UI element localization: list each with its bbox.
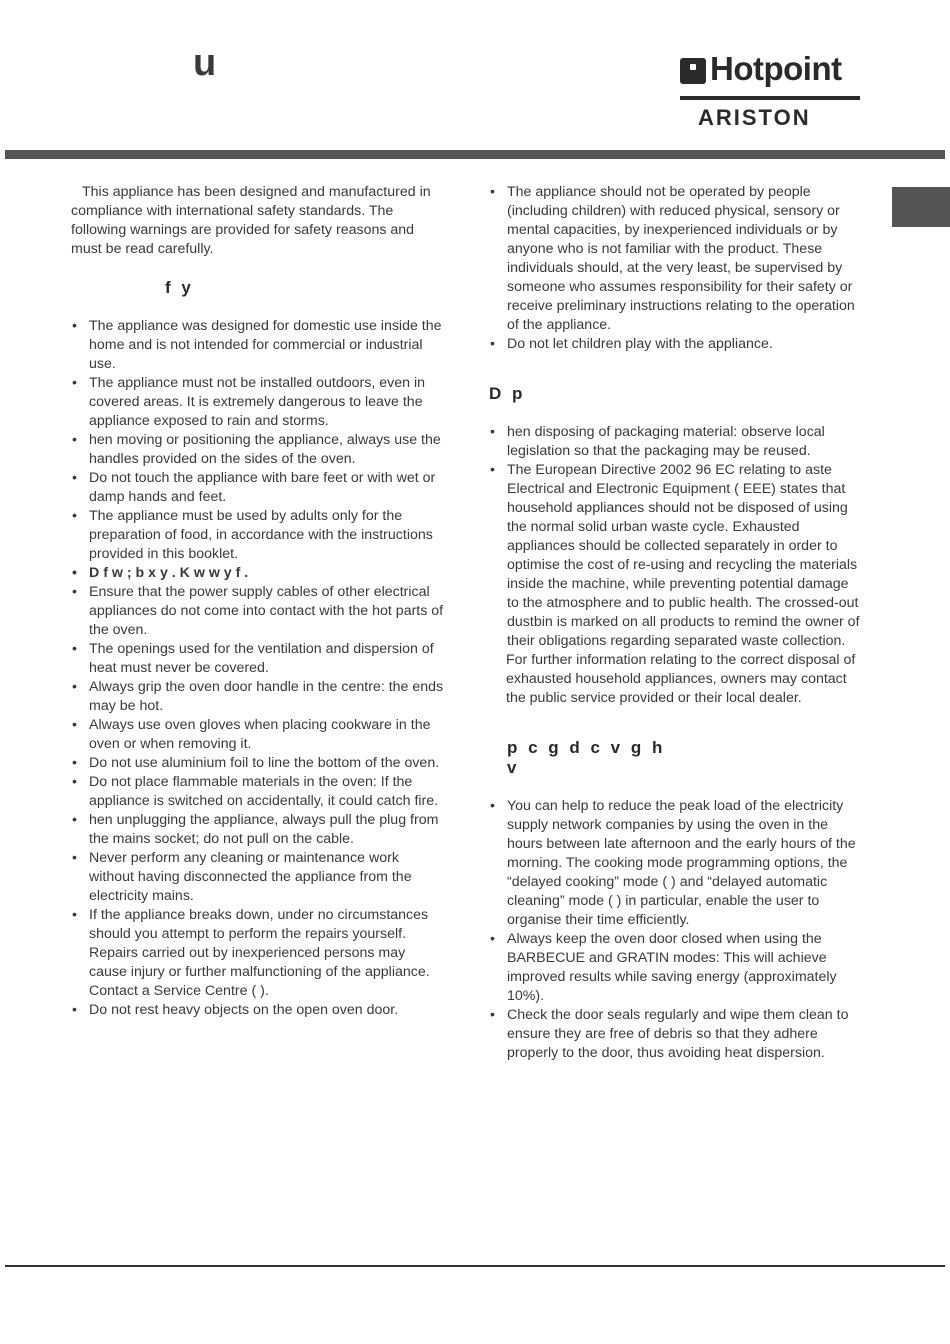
list-item: • Ensure that the power supply cables of other electrical appliances do not come into contact with the hot parts of the oven.	[71, 583, 445, 640]
left-column	[71, 183, 445, 1020]
list-item: • The European Directive 2002 96 EC relating to aste Electrical and Electronic Equipment ( EEE) states that household appliances should not be disposed of using the normal solid urban waste cycle. Exhausted appliances should be collected separately in order to optimise the cost of re-using and recycling the materials inside the machine, while preventing potential damage to the atmosphere and to public health. The crossed-out dustbin is marked on all products to remind the owner of their obligations regarding separated waste collection.	[489, 461, 861, 651]
list-item: • hen disposing of packaging material: observe local legislation so that the packaging may be reused.	[489, 423, 861, 461]
list-item: • Do not rest heavy objects on the open oven door.	[71, 1001, 445, 1020]
disposal-heading: D p	[489, 384, 523, 403]
list-item: • The appliance must not be installed outdoors, even in covered areas. It is extremely dangerous to leave the appliance exposed to rain and storms.	[71, 374, 445, 431]
brand-subname: ARISTON	[698, 105, 811, 130]
list-item: • The appliance was designed for domestic use inside the home and is not intended for commercial or industrial use.	[71, 317, 445, 374]
list-item: • The appliance must be used by adults only for the preparation of food, in accordance with the instructions provided in this booklet.	[71, 507, 445, 564]
list-item: • Always grip the oven door handle in the centre: the ends may be hot.	[71, 678, 445, 716]
safety-list	[71, 317, 445, 1020]
list-item-bold-warning: • D f w ; b x y . K w w y f .	[71, 564, 445, 583]
list-item: • hen unplugging the appliance, always pull the plug from the mains socket; do not pull on the cable.	[71, 811, 445, 849]
energy-heading	[507, 738, 861, 778]
list-item: • Never perform any cleaning or maintenance work without having disconnected the appliance from the electricity mains.	[71, 849, 445, 906]
list-item: • The openings used for the ventilation and dispersion of heat must never be covered.	[71, 640, 445, 678]
disposal-note: For further information relating to the correct disposal of exhausted household appliances, owners may contact the public service provided or their local dealer.	[506, 652, 856, 706]
language-tab-marker	[892, 187, 950, 227]
list-item: • Do not touch the appliance with bare feet or with wet or damp hands and feet.	[71, 469, 445, 507]
intro-paragraph: This appliance has been designed and manufactured in compliance with international safety standards. The following warnings are provided for safety reasons and must be read carefully.	[71, 184, 431, 257]
logo-mark-icon	[680, 58, 706, 84]
brand-logo	[680, 50, 860, 130]
list-item: • The appliance should not be operated by people (including children) with reduced physical, sensory or mental capacities, by inexperienced individuals or by anyone who is not familiar with the product. These individuals should, at the very least, be supervised by someone who assumes responsibility for their safety or receive preliminary instructions relating to the operation of the appliance.	[489, 183, 861, 335]
list-item: • Do not let children play with the appliance.	[489, 335, 861, 354]
list-item: • You can help to reduce the peak load of the electricity supply network companies by using the oven in the hours between late afternoon and the early hours of the morning. The cooking mode programming options, the “delayed cooking” mode ( ) and “delayed automatic cleaning” mode ( ) in particular, enable the user to organise their time efficiently.	[489, 797, 861, 930]
energy-heading-line-2: v	[507, 758, 517, 777]
page-title: u	[193, 42, 217, 84]
operation-list	[489, 183, 861, 354]
brand-name: Hotpoint	[710, 50, 842, 87]
list-item: • hen moving or positioning the appliance, always use the handles provided on the sides of the oven.	[71, 431, 445, 469]
list-item: • Do not use aluminium foil to line the bottom of the oven.	[71, 754, 445, 773]
energy-list	[489, 797, 861, 1063]
list-item: • Always use oven gloves when placing cookware in the oven or when removing it.	[71, 716, 445, 754]
list-item: • If the appliance breaks down, under no circumstances should you attempt to perform the repairs yourself. Repairs carried out by inexperienced persons may cause injury or further malfunctioning of the appliance. Contact a Service Centre ( ).	[71, 906, 445, 1001]
footer-divider	[5, 1265, 945, 1267]
energy-heading-line-1: p c g d c v g h	[507, 738, 663, 757]
header-divider-bar	[5, 150, 945, 159]
disposal-list	[489, 423, 861, 651]
list-item: • Do not place flammable materials in the oven: If the appliance is switched on accidentally, it could catch fire.	[71, 773, 445, 811]
safety-heading: f y	[165, 278, 191, 297]
logo-divider	[680, 96, 860, 100]
list-item: • Check the door seals regularly and wipe them clean to ensure they are free of debris so that they adhere properly to the door, thus avoiding heat dispersion.	[489, 1006, 861, 1063]
right-column	[489, 183, 861, 1063]
list-item: • Always keep the oven door closed when using the BARBECUE and GRATIN modes: This will achieve improved results while saving energy (approximately 10%).	[489, 930, 861, 1006]
